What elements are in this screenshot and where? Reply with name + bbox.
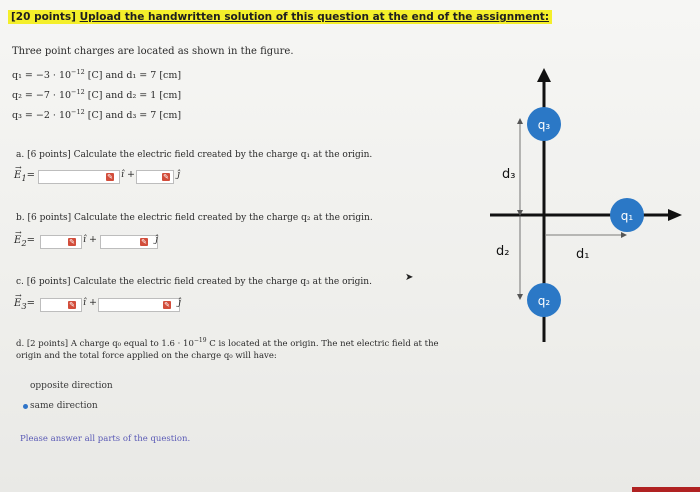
edit-icon[interactable]: ✎ (163, 173, 169, 181)
i-hat-unit: î + (121, 169, 136, 180)
q2-label: q₂ (537, 294, 551, 308)
option-opposite-direction[interactable]: opposite direction (30, 381, 113, 391)
mouse-cursor-icon: ➤ (405, 272, 414, 283)
d3-label: d₃ (502, 167, 516, 182)
part-a-question: a. [6 points] Calculate the electric field created by the charge q₁ at the origin. (16, 150, 373, 160)
charge-line-1: $q_1 = -3 \cdot 10^{-12}$ [C] and d₁ = 7 [cm] (12, 68, 182, 82)
part-d-question-line-2: origin and the total force applied on the charge q₀ will have: (16, 351, 277, 361)
edit-icon[interactable]: ✎ (164, 301, 170, 309)
d1-label: d₁ (576, 247, 590, 262)
edit-icon[interactable]: ✎ (141, 238, 147, 246)
intro-text: Three point charges are located as shown in the figure. (12, 46, 294, 57)
bottom-edge-strip (632, 487, 700, 492)
header-instruction: Upload the handwritten solution of this question at the end of the assignment: (79, 11, 550, 23)
y-axis-arrow-icon (537, 68, 551, 82)
footnote-text: Please answer all parts of the question. (20, 434, 191, 444)
e1-label: → $E_1=$ (14, 163, 36, 183)
part-d-question-line-1: d. [2 points] A charge q₀ equal to $1.6 \cdot 10^{-19}$ C is located at the origin. The net electric field at the (16, 337, 439, 349)
part-b-question: b. [6 points] Calculate the electric field created by the charge q₂ at the origin. (16, 213, 373, 223)
j-hat-unit: ĵ (155, 234, 158, 245)
d2-label: d₂ (496, 244, 510, 259)
part-c-question: c. [6 points] Calculate the electric field created by the charge q₃ at the origin. (16, 277, 372, 287)
q1-label: q₁ (620, 209, 634, 223)
e2-label: → $E_2=$ (14, 228, 36, 248)
edit-icon[interactable]: ✎ (69, 301, 75, 309)
option-same-direction[interactable]: same direction (30, 401, 98, 411)
i-hat-unit: î + (83, 234, 98, 245)
x-axis-arrow-icon (668, 209, 682, 221)
e2-j-input[interactable] (100, 235, 158, 249)
edit-icon[interactable]: ✎ (69, 238, 75, 246)
question-header (8, 10, 552, 24)
q3-label: q₃ (537, 118, 551, 132)
radio-selected-icon[interactable] (23, 404, 28, 409)
j-hat-unit: ĵ (178, 297, 181, 308)
points-label: [20 points] (11, 11, 76, 23)
j-hat-unit: ĵ (177, 169, 180, 180)
charge-line-3: $q_3 = -2 \cdot 10^{-12}$ [C] and d₃ = 7 [cm] (12, 108, 182, 122)
e3-label: → $E_3=$ (14, 291, 36, 311)
charge-diagram (480, 60, 690, 350)
edit-icon[interactable]: ✎ (107, 173, 113, 181)
i-hat-unit: î + (83, 297, 98, 308)
charge-line-2: $q_2 = -7 \cdot 10^{-12}$ [C] and d₂ = 1 [cm] (12, 88, 182, 102)
